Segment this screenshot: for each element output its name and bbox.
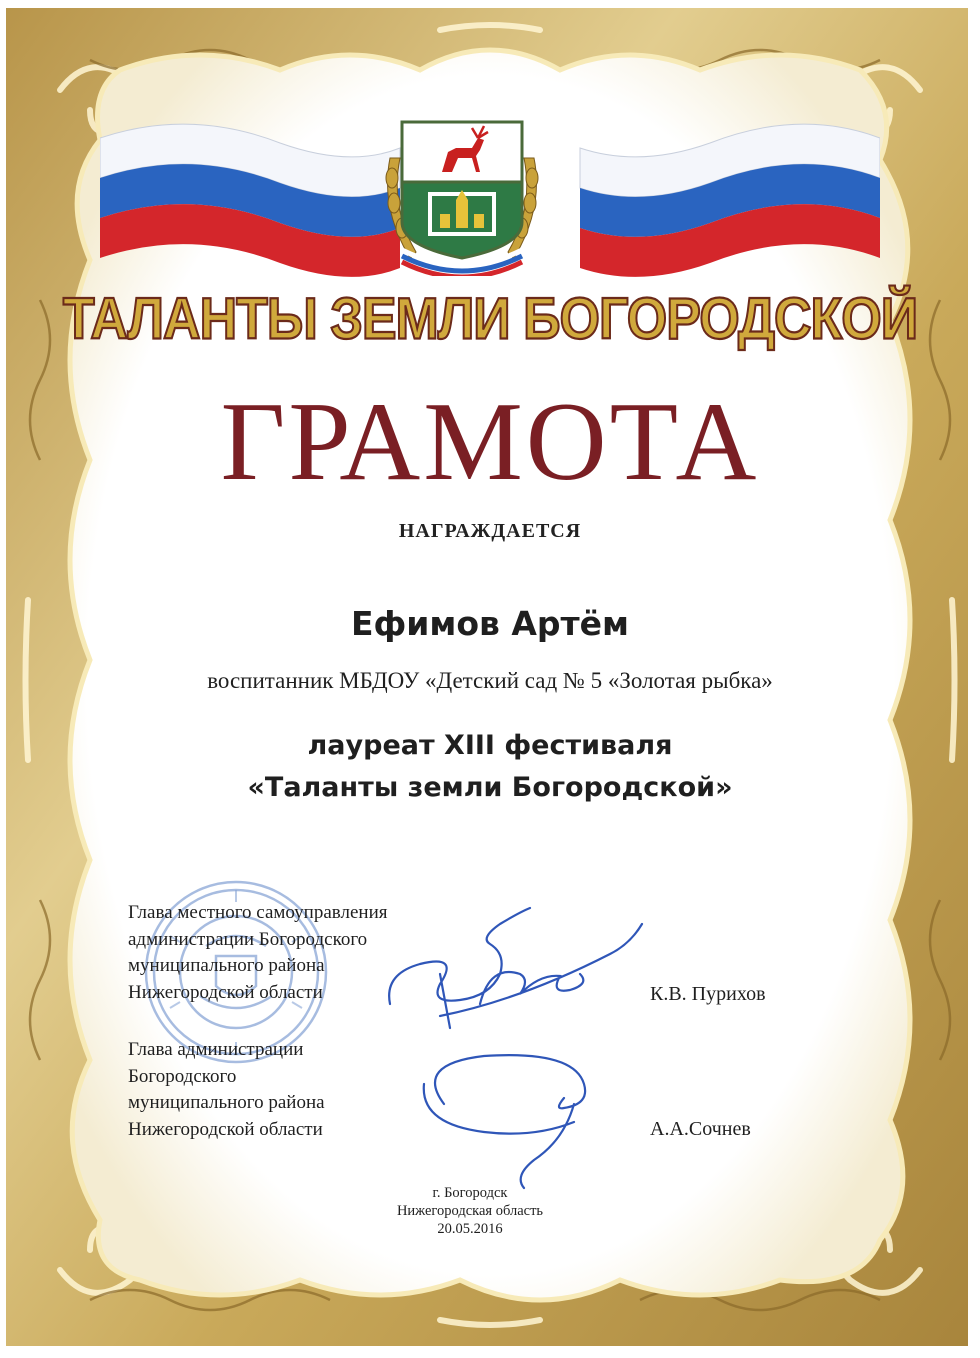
signer-1-name: К.В. Пурихов [650,983,766,1005]
laureate-line-2: «Таланты земли Богородской» [247,772,733,803]
laureate-line-1: лауреат XIII фестиваля [307,730,673,761]
signature-2 [404,1044,604,1194]
awarded-label: НАГРАЖДАЕТСЯ [398,520,582,542]
issue-date: 20.05.2016 [437,1221,503,1237]
signature-1 [380,904,650,1034]
signer-2-title-line: Глава администрации [128,1039,304,1060]
recipient-name: Ефимов Артём [350,604,630,643]
place-city: г. Богородск [432,1185,508,1201]
place-region: Нижегородская область [396,1203,544,1219]
signer-1-title-line: Глава местного самоуправления [128,902,388,923]
signer-2-title-line: муниципального района [128,1092,325,1113]
signer-2-name: А.А.Сочнев [650,1118,751,1140]
signer-1-title-line: администрации Богородского [128,928,368,950]
festival-title: ТАЛАНТЫ ЗЕМЛИ БОГОРОДСКОЙ [62,287,918,353]
signer-2-title-line: Нижегородской области [128,1118,323,1140]
document-title: ГРАМОТА [220,380,760,504]
coat-of-arms-icon [372,118,552,276]
signer-1-title-line: муниципального района [128,955,325,976]
signer-1-title-line: Нижегородской области [128,981,323,1003]
signer-2-title-line: Богородского [128,1065,237,1087]
recipient-description: воспитанник МБДОУ «Детский сад № 5 «Золотая рыбка» [207,668,773,693]
